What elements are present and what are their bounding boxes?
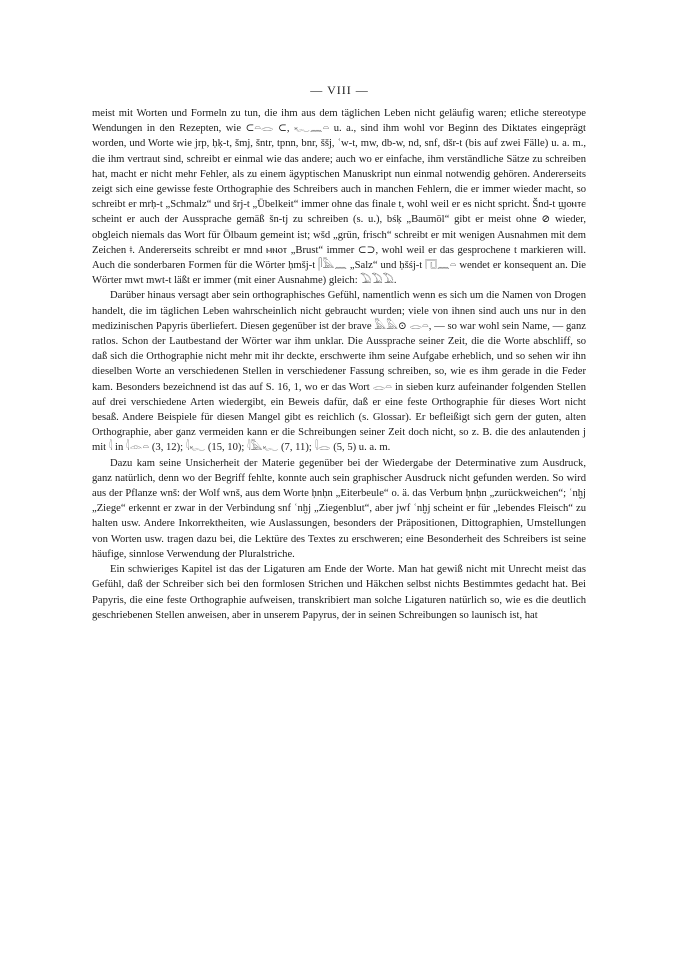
paragraph-1: meist mit Worten und Formeln zu tun, die ihm aus dem täglichen Leben nicht geläufig waren; etliche stereotype Wendungen in den Rezepten, wie ⊂𓏏𓂋 ⊂, 𓆑𓈖𓏏 u. a., sind ihm wohl vor Beginn des Diktates eingeprägt worden, und Worte wie jrp, ḥḳ-t, šmj, šntr, tpnn, bnr, ššj, ʿw-t, mw, db-w, nd, snf, dšr-t (bis auf zwei Fälle) u. a. m., die ihm vertraut sind, schreibt er einmal wie das andere; auch wo er einfache, ihm verständliche Sätze zu schreiben hat, macht er nicht mehr Fehler, als zu einem ägyptischen Manuskript nun einmal notwendig gehören. Andererseits zeigt sich eine gewisse feste Orthographie des Schreibers auch in manchen Fehlern, die er immer wieder macht, so schreibt er mrḥ-t „Schmalz“ und šrj-t „Übelkeit“ immer ohne das finale t, wohl weil er es nicht spricht. Šnd-t ϣⲟⲛⲧⲉ scheint er auch der Aussprache gemäß šn-tj zu schreiben (s. u.), bśḳ „Baumöl“ gibt er meist ohne ⊘ wieder, obgleich niemals das Wort für Ölbaum gemeint ist; wšd „grün, frisch“ schreibt er mit wenigen Ausnahmen mit dem Zeichen ǂ. Andererseits schreibt er mnd ⲙⲛⲟⲧ „Brust“ immer ⊂⊃, wohl weil er das gesprochene t markieren will. Auch die sonderbaren Formen für die Wörter ḥmšj-t 𓋴𓅓𓈖 „Salz“ und ḥšśj-t 𓉔𓈖𓏏 wendet er konsequent an. Die Wörter mwt mwt-t läßt er immer (mit einer Ausnahme) gleich: 𓅐𓅐𓅐.	[92, 108, 586, 287]
paragraph-2: Darüber hinaus versagt aber sein orthographisches Gefühl, namentlich wenn es sich um die Namen von Drogen handelt, die im täglichen Leben wahrscheinlich nicht gebraucht wurden; viele von ihnen sind auch uns nur in den medizinischen Papyris überliefert. Diesen gegenüber ist der brave 𓅓𓅓⊙ 𓂋𓏏, — so war wohl sein Name, — ganz ratlos. Schon der Lautbestand der Wörter war ihm unklar. Die Aussprache seiner Zeit, die die Worte abschliff, so daß sich die Orthographie nicht mehr mit ihr deckte, erschwerte ihm seine Aufgabe erheblich, und so sehen wir ihn dieselben Worte an verschiedenen Stellen in verschiedener Fassung schreiben, so, wie es ihm gerade in die Feder kam. Besonders bezeichnend ist das auf S. 16, 1, wo er das Wort 𓂋𓏏 in sieben kurz aufeinander folgenden Stellen auf drei verschiedene Arten wiedergibt, ein Beweis dafür, daß er eine feste Orthographie für dieses Wort nicht besaß. Andere Beispiele für diesen Mangel gibt es reichlich (s. Glossar). Er befleißigt sich gern der guten, alten Orthographie, aber ganz vermeiden kann er die Schreibungen seiner Zeit doch nicht, so z. B. die des anlautenden j mit 𓇋 in 𓇋𓁹𓏏 (3, 12); 𓇋𓆑 (15, 10); 𓇋𓅓𓆑 (7, 11); 𓇋𓂋 (5, 5) u. a. m.	[92, 290, 586, 454]
page-number-header: — VIII —	[310, 83, 369, 97]
page-body	[92, 106, 586, 623]
paragraph-3: Dazu kam seine Unsicherheit der Materie gegenüber bei der Wiedergabe der Determinative zum Ausdruck, ganz natürlich, denn wo der Begriff fehlte, konnte auch sein graphischer Ausdruck nicht gefunden werden. So wird aus der Pflanze wnš: der Wolf wnš, aus dem Worte ḥnḥn „Eiterbeule“ o. ä. das Verbum ḥnḥn „zurückweichen“; ʿnḫj „Ziege“ erkennt er zwar in der Verbindung snf ʿnḫj „Ziegenblut“, aber jwf ʿnḫj scheint er für „lebendes Fleisch“ zu halten usw. Andere Inkorrektheiten, wie Auslassungen, besonders der Präpositionen, Dittographien, Umstellungen von Worten usw. tragen dazu bei, die Lektüre des Textes zu erschweren; eine Besonderheit des Schreibers ist seine häufige, sinnlose Verwendung der Pluralstriche.	[92, 457, 586, 560]
paragraph-4: Ein schwieriges Kapitel ist das der Ligaturen am Ende der Worte. Man hat gewiß nicht mit Unrecht meist das Gefühl, daß der Schreiber sich bei den formlosen Strichen und Häkchen selbst nichts Bestimmtes gedacht hat. Bei Papyris, die eine feste Orthographie aufweisen, transkribiert man solche Ligaturen natürlich so, wie es die deutlich geschriebenen Stellen anweisen, aber in unserem Papyrus, der in seinen Schreibungen so launisch ist, hat	[92, 564, 586, 621]
